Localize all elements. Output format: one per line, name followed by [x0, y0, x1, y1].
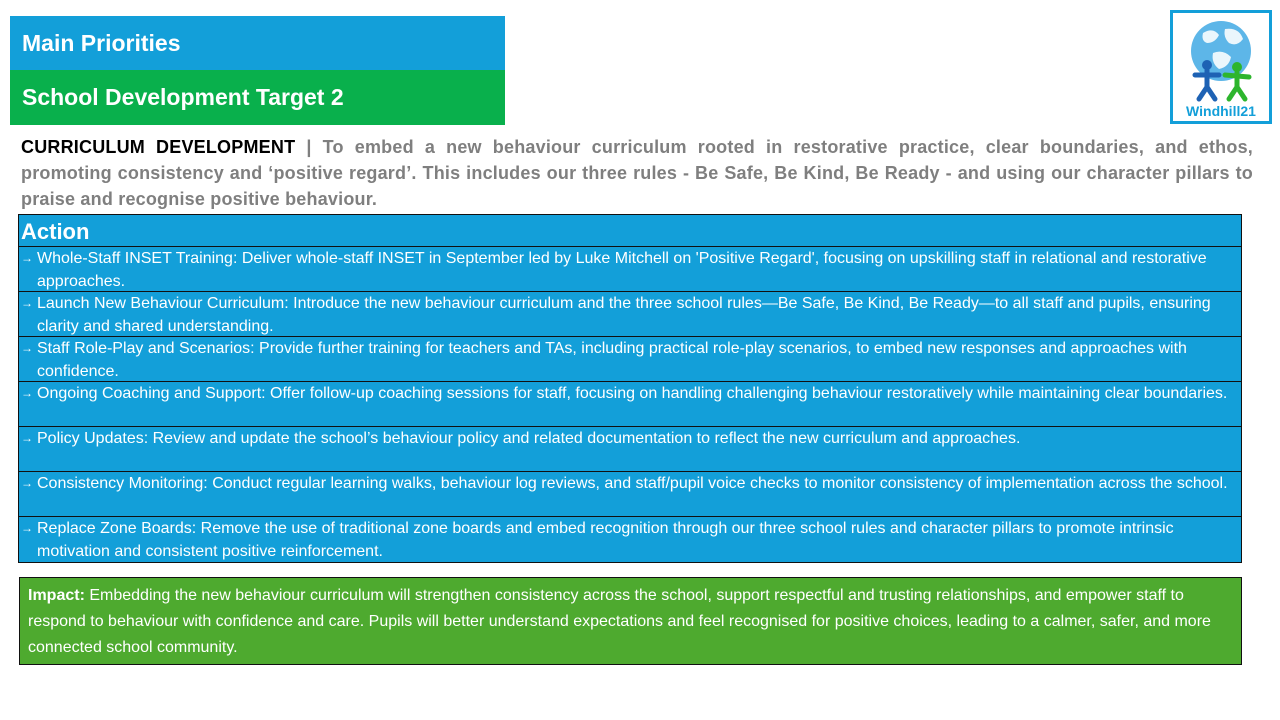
action-item: [19, 247, 1241, 292]
arrow-icon: →: [21, 296, 33, 310]
intro-lead: CURRICULUM DEVELOPMENT: [21, 137, 296, 157]
action-item-text: Ongoing Coaching and Support: Offer follow-up coaching sessions for staff, focusing on handling challenging behaviour restoratively while maintaining clear boundaries.: [37, 385, 1228, 402]
main-priorities-header: [10, 16, 505, 70]
action-heading: Action: [19, 215, 1241, 247]
action-table: [18, 214, 1242, 563]
impact-label: Impact:: [28, 587, 85, 604]
action-item-text: Staff Role-Play and Scenarios: Provide further training for teachers and TAs, including practical role-play scenarios, to embed new responses and approaches with confidence.: [37, 340, 1187, 380]
action-item-text: Replace Zone Boards: Remove the use of traditional zone boards and embed recognition through our three school rules and character pillars to promote intrinsic motivation and consistent positive reinforcement.: [37, 520, 1174, 560]
action-item: [19, 382, 1241, 427]
action-item: [19, 517, 1241, 562]
arrow-icon: →: [21, 251, 33, 265]
logo-text: Windhill21: [1186, 103, 1256, 119]
action-item-text: Whole-Staff INSET Training: Deliver whole-staff INSET in September led by Luke Mitchell on 'Positive Regard', focusing on upskilling staff in relational and restorative approaches.: [37, 250, 1207, 290]
action-item-text: Policy Updates: Review and update the school’s behaviour policy and related documentation to reflect the new curriculum and approaches.: [37, 430, 1021, 447]
arrow-icon: →: [21, 431, 33, 445]
action-item-text: Consistency Monitoring: Conduct regular learning walks, behaviour log reviews, and staff/pupil voice checks to monitor consistency of implementation across the school.: [37, 475, 1228, 492]
arrow-icon: →: [21, 386, 33, 400]
action-item: [19, 292, 1241, 337]
action-item: [19, 337, 1241, 382]
globe-with-children-icon: [1173, 13, 1269, 103]
action-item: [19, 427, 1241, 472]
intro-body: To embed a new behaviour curriculum rooted in restorative practice, clear boundaries, and ethos, promoting consistency and ‘positive regard’. This includes our three rules - Be Safe, Be Kind, Be Ready - and using our character pillars to praise and recognise positive behaviour.: [21, 137, 1253, 209]
page-title: Main Priorities: [22, 30, 181, 56]
impact-text: Embedding the new behaviour curriculum will strengthen consistency across the school, support respectful and trusting relationships, and empower staff to respond to behaviour with confidence and care. Pupils will better understand expectations and feel recognised for positive choices, leading to a calmer, safer, and more connected school community.: [28, 587, 1211, 656]
impact-box: [19, 577, 1242, 665]
intro-separator: |: [295, 137, 323, 157]
arrow-icon: →: [21, 476, 33, 490]
page-subtitle: School Development Target 2: [22, 84, 344, 110]
action-item: [19, 472, 1241, 517]
action-item-text: Launch New Behaviour Curriculum: Introduce the new behaviour curriculum and the three school rules—Be Safe, Be Kind, Be Ready—to all staff and pupils, ensuring clarity and shared understanding.: [37, 295, 1211, 335]
arrow-icon: →: [21, 521, 33, 535]
arrow-icon: →: [21, 341, 33, 355]
intro-paragraph: [21, 134, 1253, 212]
school-logo: [1170, 10, 1272, 124]
target-header: [10, 70, 505, 125]
